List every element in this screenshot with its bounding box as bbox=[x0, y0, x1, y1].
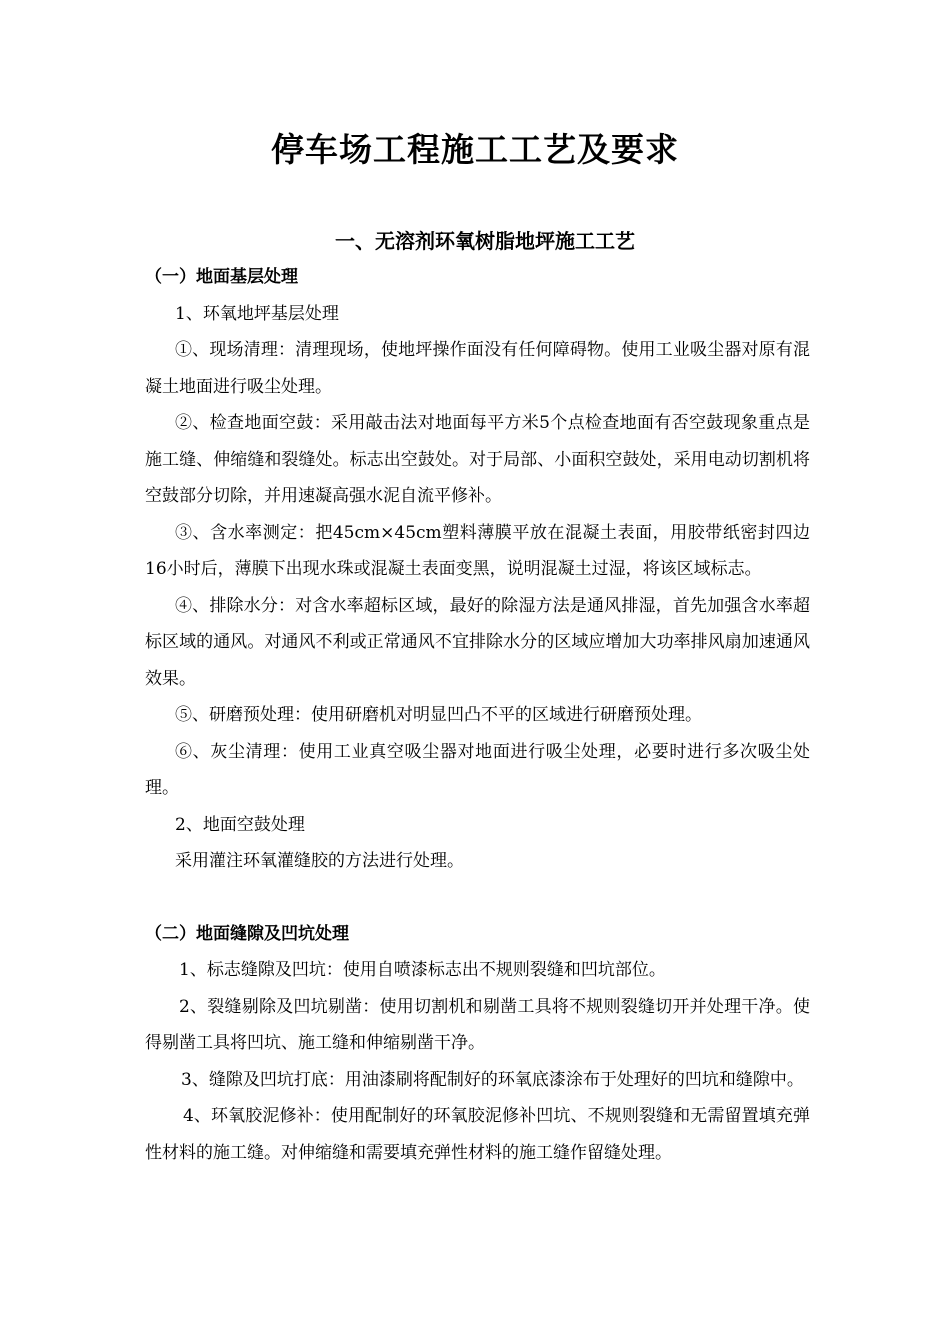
part-2-item-2: 2、裂缝剔除及凹坑剔凿：使用切割机和剔凿工具将不规则裂缝切开并处理干净。使得剔凿工具将凹坑、施工缝和伸缩剔凿干净。 bbox=[145, 996, 810, 1053]
part-2-heading: （二）地面缝隙及凹坑处理 bbox=[145, 923, 349, 944]
part-1-item-1-title: 1、环氧地坪基层处理 bbox=[175, 303, 339, 324]
document-body bbox=[145, 259, 810, 1171]
part-1-heading: （一）地面基层处理 bbox=[145, 267, 298, 287]
part-1-step-2: ②、检查地面空鼓：采用敲击法对地面每平方米5个点检查地面有否空鼓现象重点是施工缝、伸缩缝和裂缝处。标志出空鼓处。对于局部、小面积空鼓处，采用电动切割机将空鼓部分切除，并用速凝高强水泥自流平修补。 bbox=[145, 413, 810, 506]
part-1-item-2-title: 2、地面空鼓处理 bbox=[175, 814, 305, 835]
part-1-step-4: ④、排除水分：对含水率超标区域，最好的除湿方法是通风排湿，首先加强含水率超标区域的通风。对通风不利或正常通风不宜排除水分的区域应增加大功率排风扇加速通风效果。 bbox=[145, 595, 810, 689]
part-2-item-3: 3、缝隙及凹坑打底：用油漆刷将配制好的环氧底漆涂布于处理好的凹坑和缝隙中。 bbox=[181, 1069, 804, 1090]
paragraph-gap bbox=[145, 880, 810, 916]
part-1-step-6: ⑥、灰尘清理：使用工业真空吸尘器对地面进行吸尘处理，必要时进行多次吸尘处理。 bbox=[145, 741, 810, 798]
part-1-step-1: ①、现场清理：清理现场，使地坪操作面没有任何障碍物。使用工业吸尘器对原有混凝土地面进行吸尘处理。 bbox=[145, 340, 810, 397]
part-1-step-3: ③、含水率测定：把45cm×45cm塑料薄膜平放在混凝土表面，用胶带纸密封四边16小时后，薄膜下出现水珠或混凝土表面变黑，说明混凝土过湿，将该区域标志。 bbox=[145, 522, 810, 579]
document-title: 停车场工程施工工艺及要求 bbox=[271, 130, 679, 169]
part-1-step-5: ⑤、研磨预处理：使用研磨机对明显凹凸不平的区域进行研磨预处理。 bbox=[175, 705, 702, 725]
section-title: 一、无溶剂环氧树脂地坪施工工艺 bbox=[335, 229, 635, 253]
part-1-item-2-text: 采用灌注环氧灌缝胶的方法进行处理。 bbox=[175, 851, 464, 871]
part-2-item-1: 1、标志缝隙及凹坑：使用自喷漆标志出不规则裂缝和凹坑部位。 bbox=[179, 960, 666, 980]
part-2-item-4: 4、环氧胶泥修补：使用配制好的环氧胶泥修补凹坑、不规则裂缝和无需留置填充弹性材料的施工缝。对伸缩缝和需要填充弹性材料的施工缝作留缝处理。 bbox=[145, 1106, 810, 1163]
